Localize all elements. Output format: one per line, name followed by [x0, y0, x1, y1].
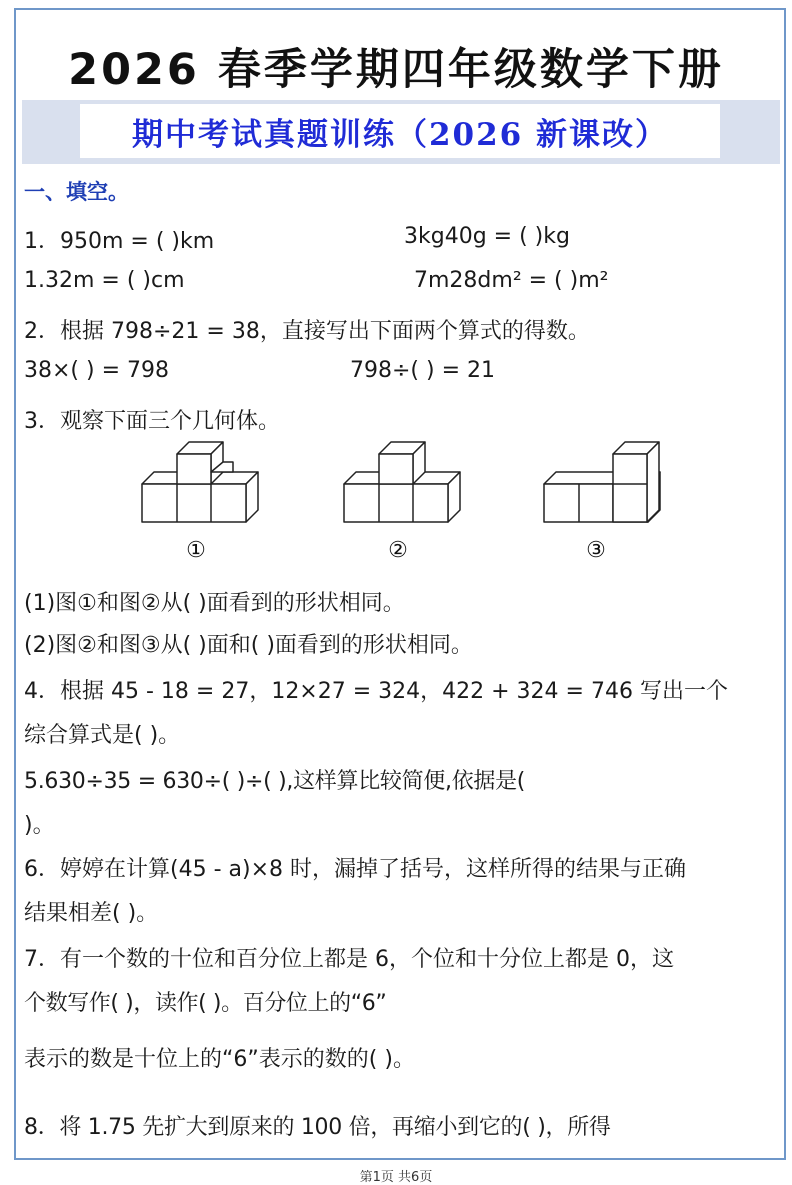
- question-2a: 38×( ) = 798: [24, 358, 169, 383]
- question-5: 5.630÷35 = 630÷( )÷( ),这样算比较简便,依据是(: [24, 769, 526, 794]
- question-2b: 798÷( ) = 21: [350, 358, 495, 383]
- page-title: 2026 春季学期四年级数学下册: [68, 45, 724, 95]
- question-3-2: (2)图②和图③从( )面和( )面看到的形状相同。: [24, 633, 473, 658]
- question-4b: 综合算式是( )。: [24, 723, 181, 748]
- solid-label-3: ③: [586, 538, 606, 563]
- question-5b: )。: [24, 813, 55, 838]
- question-3-1: (1)图①和图②从( )面看到的形状相同。: [24, 591, 405, 616]
- subtitle-box: [80, 104, 720, 158]
- solid-1: [142, 442, 258, 522]
- question-7b: 个数写作( )，读作( )。百分位上的“6”: [24, 991, 387, 1016]
- question-3: 3．观察下面三个几何体。: [24, 409, 280, 434]
- solid-label-2: ②: [388, 538, 408, 563]
- question-2: 2．根据 798÷21 = 38，直接写出下面两个算式的得数。: [24, 319, 590, 344]
- question-1d: 7m28dm² = ( )m²: [414, 268, 609, 293]
- page-subtitle: 期中考试真题训练（2026 新课改）: [131, 116, 669, 153]
- question-6: 6．婷婷在计算(45 - a)×8 时，漏掉了括号，这样所得的结果与正确: [24, 857, 686, 882]
- solid-2: [344, 442, 460, 522]
- question-7c: 表示的数是十位上的“6”表示的数的( )。: [24, 1047, 415, 1072]
- question-8: 8．将 1.75 先扩大到原来的 100 倍，再缩小到它的( )，所得: [24, 1115, 611, 1140]
- question-1c: 1.32m = ( )cm: [24, 268, 185, 293]
- question-6b: 结果相差( )。: [24, 901, 159, 926]
- solids-figure: [130, 432, 670, 572]
- question-4: 4．根据 45 - 18 = 27，12×27 = 324，422 + 324 = 746 写出一个: [24, 679, 728, 704]
- question-7: 7．有一个数的十位和百分位上都是 6，个位和十分位上都是 0，这: [24, 947, 674, 972]
- question-1b: 3kg40g = ( )kg: [404, 224, 570, 249]
- section-heading: 一、填空。: [24, 180, 129, 204]
- solid-label-1: ①: [186, 538, 206, 563]
- solid-3: [544, 442, 660, 522]
- question-1a: 1．950m = ( )km: [24, 229, 215, 254]
- page-footer: 第1页 共6页: [359, 1170, 433, 1185]
